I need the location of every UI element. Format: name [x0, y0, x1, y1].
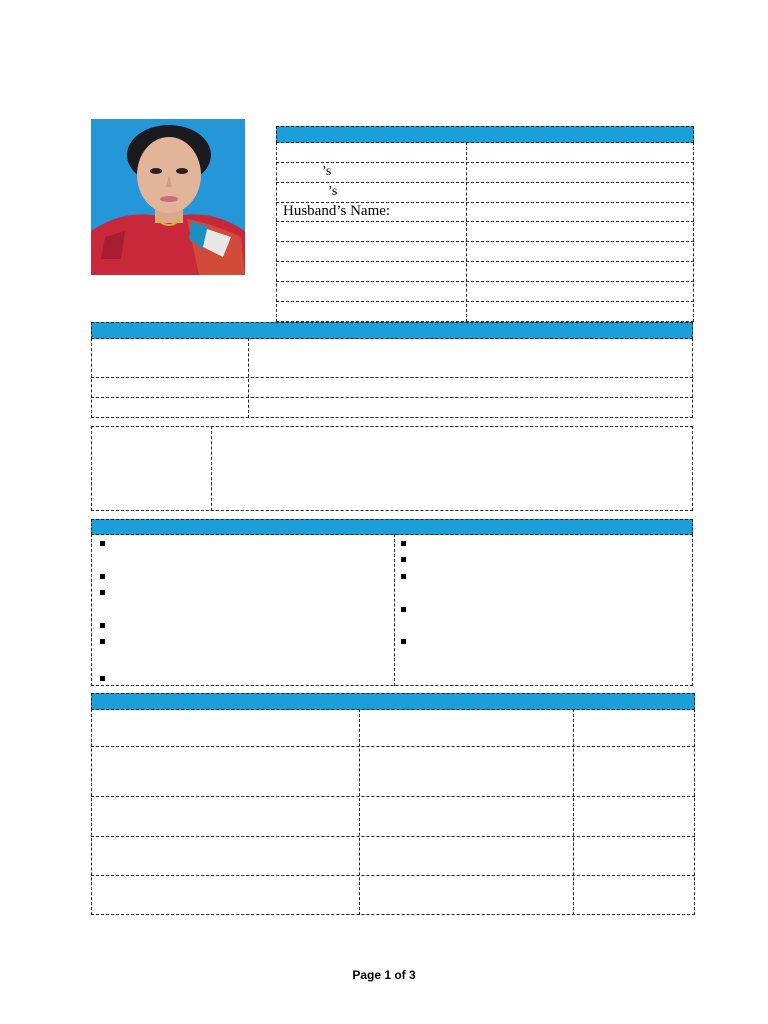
section-4-box [91, 534, 693, 686]
bullet-icon [100, 541, 105, 546]
section-5-col-divider [573, 709, 574, 915]
bullet-icon [100, 623, 105, 628]
personal-row-divider [276, 281, 694, 282]
bullet-icon [100, 639, 105, 644]
bullet-icon [401, 574, 406, 579]
bullet-icon [401, 557, 406, 562]
personal-row-divider [276, 221, 694, 222]
profile-photo-image [91, 119, 245, 275]
husbands-name-label: Husband’s Name: [283, 203, 391, 219]
personal-row-divider [276, 241, 694, 242]
personal-info-header-bar [276, 126, 694, 143]
section-2-row-divider [91, 377, 693, 378]
page-number: Page 1 of 3 [352, 968, 416, 982]
personal-info-table [276, 142, 694, 322]
bullet-icon [100, 676, 105, 681]
bullet-icon [100, 590, 105, 595]
profile-photo [91, 119, 245, 275]
section-5-row-divider [91, 796, 695, 797]
personal-info-divider [466, 142, 467, 322]
bullet-icon [401, 541, 406, 546]
personal-row-divider [276, 182, 694, 183]
personal-row-divider [276, 261, 694, 262]
personal-row-divider [276, 162, 694, 163]
bullet-icon [100, 574, 105, 579]
section-4-divider [394, 534, 395, 686]
section-4-header-bar [91, 519, 693, 535]
section-2-row-divider [91, 397, 693, 398]
section-3-divider [211, 426, 212, 511]
personal-row-divider [276, 301, 694, 302]
section-5-table [91, 709, 695, 915]
mothers-name-label: ’s [328, 184, 338, 199]
section-2-table [91, 338, 693, 418]
bullet-icon [401, 639, 406, 644]
section-5-row-divider [91, 875, 695, 876]
section-5-row-divider [91, 836, 695, 837]
section-2-divider [248, 338, 249, 418]
section-3-box [91, 426, 693, 511]
bullet-icon [401, 607, 406, 612]
section-5-header-bar [91, 693, 695, 710]
section-5-col-divider [359, 709, 360, 915]
fathers-name-label: ’s [322, 164, 332, 179]
section-2-header-bar [91, 322, 693, 339]
section-5-row-divider [91, 746, 695, 747]
